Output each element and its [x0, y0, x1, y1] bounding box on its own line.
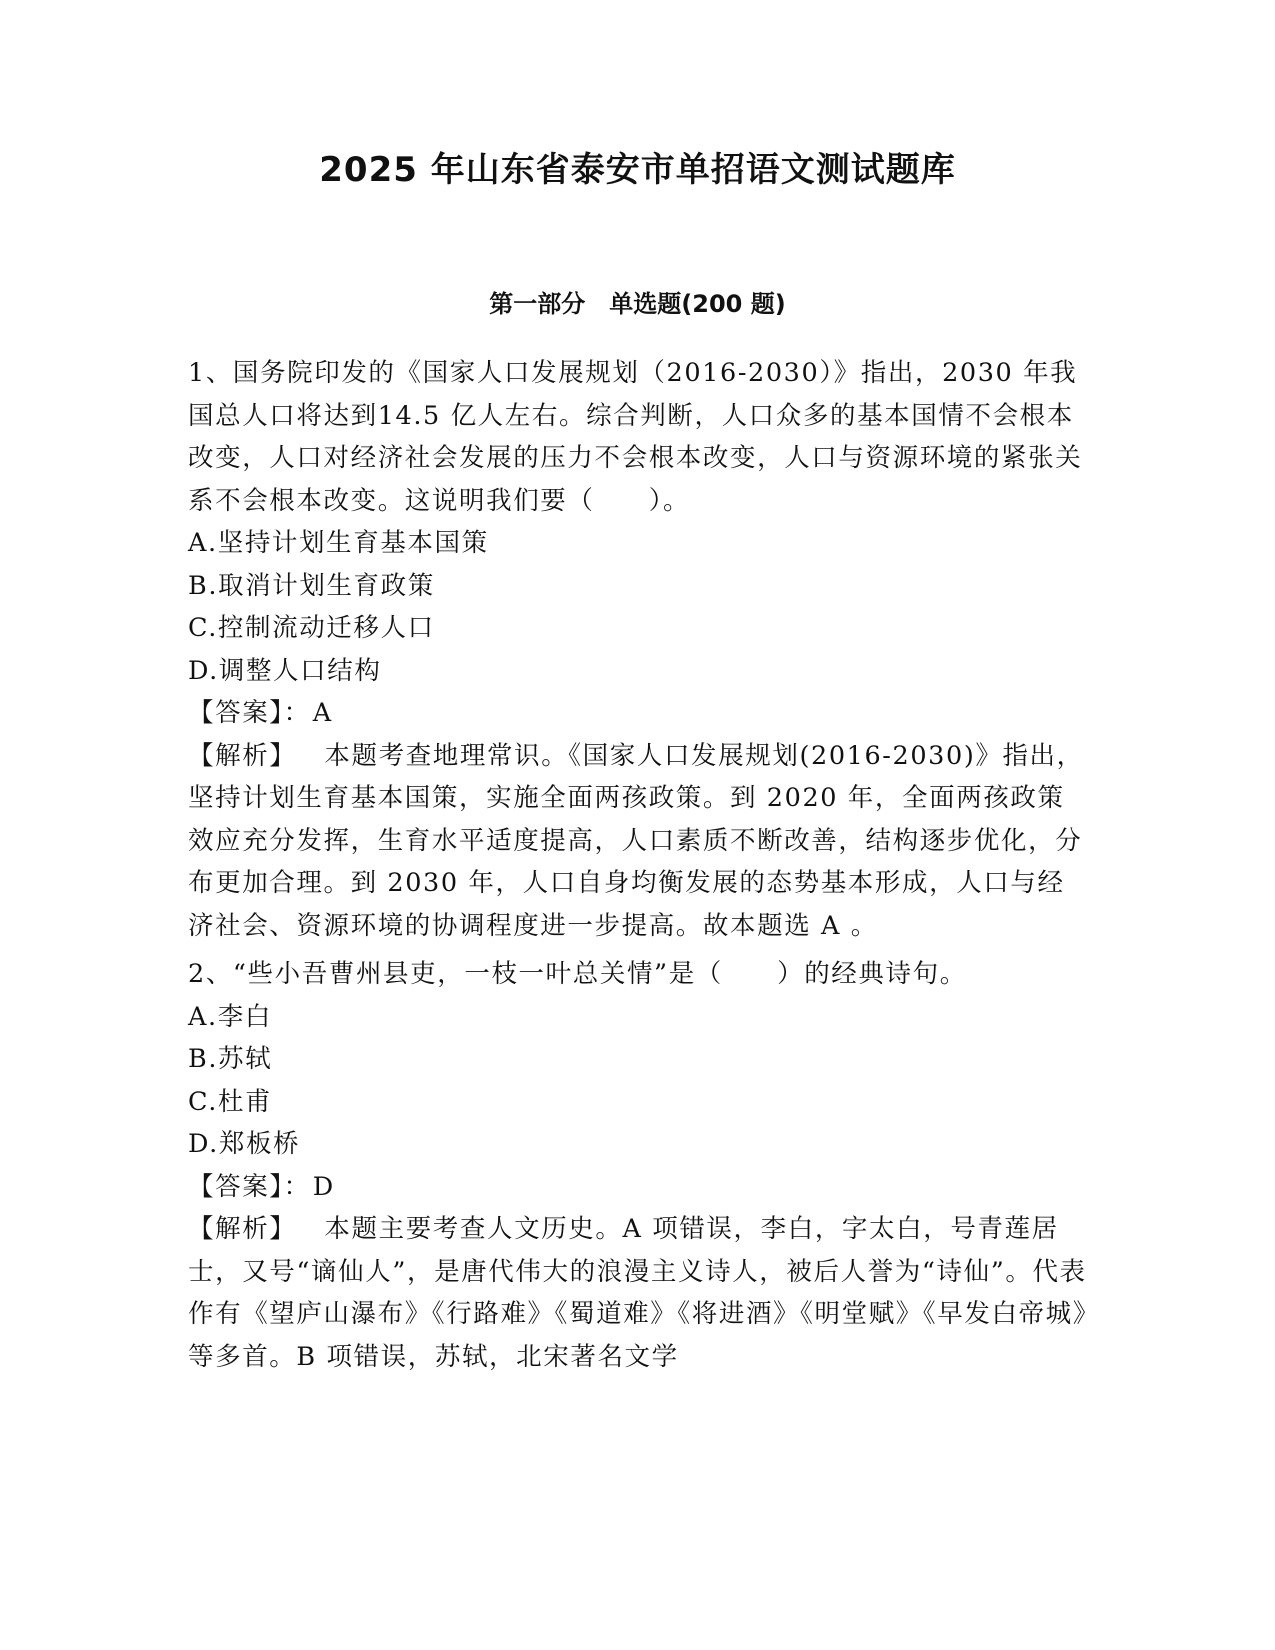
- answer-tag: 【答案】：: [188, 698, 311, 728]
- analysis-paragraph: [188, 735, 1088, 948]
- option-d: D.郑板桥: [188, 1129, 301, 1159]
- analysis-paragraph: [188, 1208, 1088, 1378]
- option-b: B.取消计划生育政策: [188, 570, 435, 601]
- analysis-tag: 【解析】: [188, 1214, 297, 1244]
- option-c: C.杜甫: [188, 1086, 273, 1117]
- answer-value: A: [312, 698, 333, 728]
- question-list: [188, 352, 1088, 1378]
- document-title: 2025 年山东省泰安市单招语文测试题库: [319, 150, 956, 190]
- option-b: B.苏轼: [188, 1044, 273, 1074]
- section-title: 第一部分 单选题(200 题): [489, 290, 786, 318]
- analysis-text: 本题主要考查人文历史。A 项错误，李白，字太白，号青莲居士，又号“谪仙人”，是唐代伟大的浪漫主义诗人，被后人誉为“诗仙”。代表作有《望庐山瀑布》《行路难》《蜀道难》《将进酒》《明堂赋》《早发白帝城》等多首。B 项错误，苏轼，北宋著名文学: [188, 1214, 1088, 1372]
- option-c: C.控制流动迁移人口: [188, 613, 435, 643]
- analysis-text: 本题考查地理常识。《国家人口发展规划(2016-2030)》指出，坚持计划生育基本国策，实施全面两孩政策。到 2020 年，全面两孩政策效应充分发挥，生育水平适度提高，人口素质不断改善，结构逐步优化，分布更加合理。到 2030 年，人口自身均衡发展的态势基本形成，人口与经济社会、资源环境的协调程度进一步提高。故本题选 A 。: [188, 740, 1084, 941]
- question-stem: 1、国务院印发的《国家人口发展规划（2016-2030）》指出，2030 年我国总人口将达到14.5 亿人左右。综合判断，人口众多的基本国情不会根本改变，人口对经济社会发展的压力不会根本改变，人口与资源环境的紧张关系不会根本改变。这说明我们要（ ）。: [188, 358, 1083, 516]
- answer-line: [188, 692, 1088, 735]
- question-stem: 2、“些小吾曹州县吏，一枝一叶总关情”是（ ）的经典诗句。: [188, 959, 967, 989]
- question-2: [188, 953, 1088, 1378]
- option-d: D.调整人口结构: [188, 655, 382, 686]
- question-1: [188, 352, 1088, 947]
- answer-value: D: [312, 1171, 335, 1202]
- answer-line: [188, 1166, 1088, 1209]
- option-a: A.坚持计划生育基本国策: [188, 528, 489, 558]
- option-a: A.李白: [188, 1001, 272, 1032]
- analysis-tag: 【解析】: [188, 740, 297, 771]
- answer-tag: 【答案】：: [188, 1171, 311, 1202]
